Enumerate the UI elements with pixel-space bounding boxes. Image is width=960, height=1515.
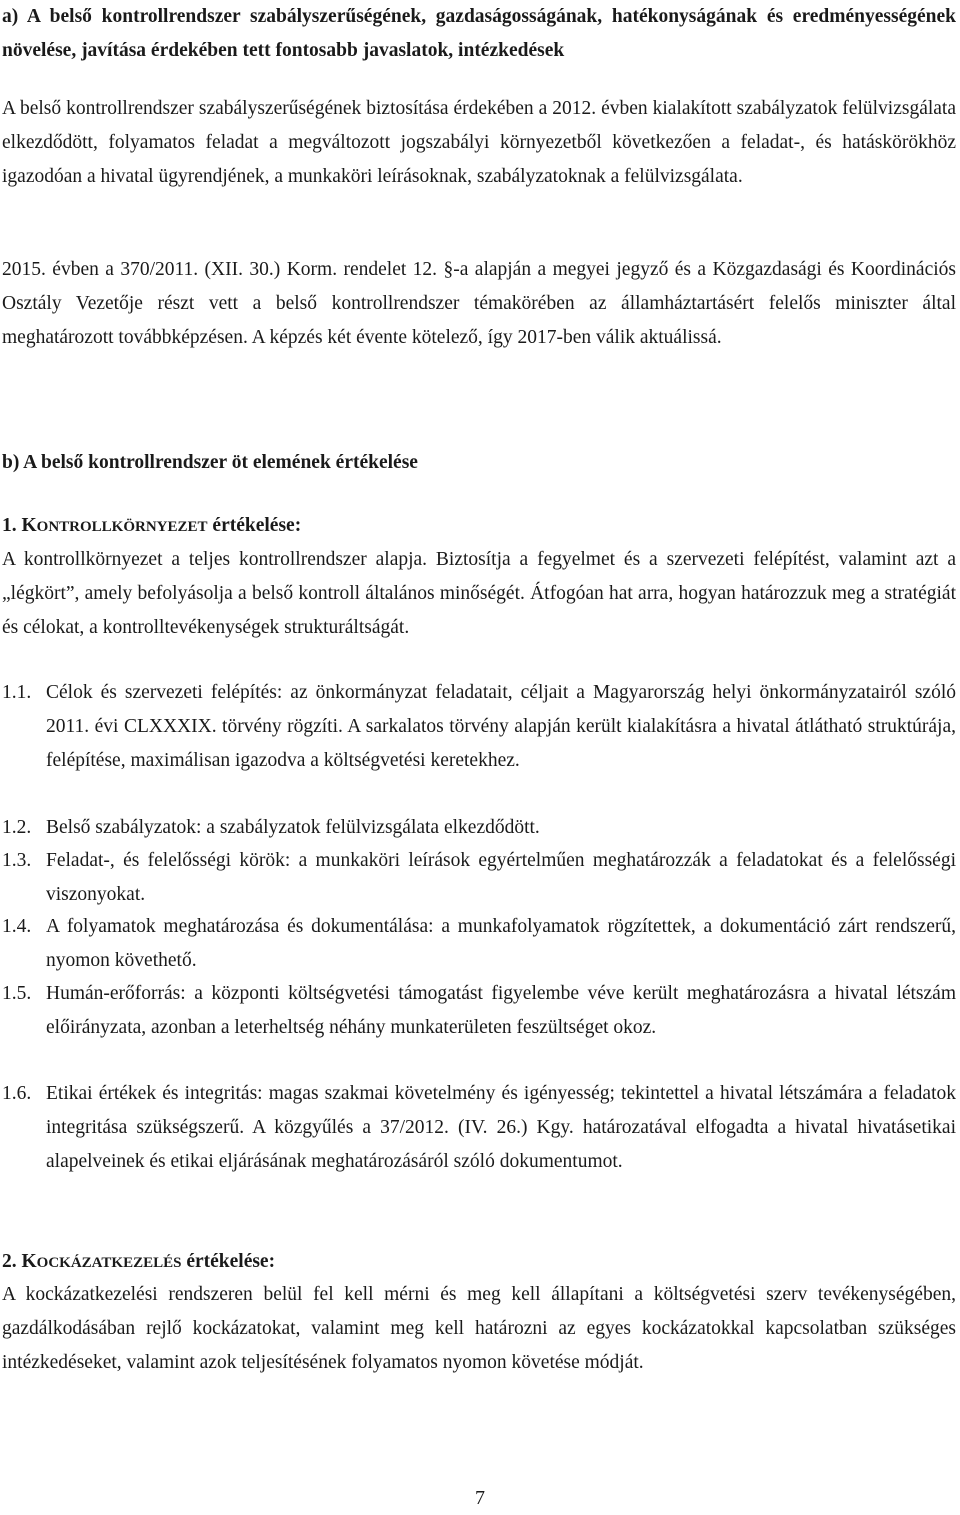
- section-1-title-small: ONTROLLKÖRNYEZET: [36, 519, 208, 535]
- list-item-1-3: [2, 844, 956, 912]
- section-1-paragraph: A kontrollkörnyezet a teljes kontrollrendszer alapja. Biztosítja a fegyelmet és a szervezeti felépítést, valamint azt a „légkört”, amely befolyásolja a belső kontroll általános minőségét. Átfogóan hat arra, hogyan határozzuk meg a stratégiát és célokat, a kontrolltevékenységek strukturáltságát.: [2, 549, 956, 638]
- section-a-paragraph-2: 2015. évben a 370/2011. (XII. 30.) Korm. rendelet 12. §-a alapján a megyei jegyző és a Közgazdasági és Koordinációs Osztály Vezetője részt vett a belső kontrollrendszer témakörében az államháztartásért felelős miniszter által meghatározott továbbképzésen. A képzés két évente kötelező, így 2017-ben válik aktuálissá.: [2, 259, 956, 348]
- list-item-1-2: [2, 811, 956, 845]
- section-a-heading: a) A belső kontrollrendszer szabályszerűségének, gazdaságosságának, hatékonyságának és eredményességének növelése, javítása érdekében tett fontosabb javaslatok, intézkedések: [2, 6, 956, 61]
- list-item-1-6: [2, 1077, 956, 1179]
- list-item-1-1: [2, 676, 956, 778]
- section-2-title-small: OCKÁZATKEZELÉS: [36, 1255, 182, 1271]
- list-item-text: Belső szabályzatok: a szabályzatok felülvizsgálata elkezdődött.: [46, 817, 540, 838]
- section-a-paragraph-1: A belső kontrollrendszer szabályszerűségének biztosítása érdekében a 2012. évben kialakított szabályzatok felülvizsgálata elkezdődött, folyamatos feladat a megváltozott jogszabályi környezetből következően a feladat-, és hatáskörökhöz igazodóan a hivatal ügyrendjének, a munkaköri leírásoknak, szabályzatoknak a felülvizsgálata.: [2, 98, 956, 187]
- section-1-number: 1.: [2, 515, 17, 536]
- list-item-1-5: [2, 977, 956, 1045]
- page-number: 7: [475, 1487, 485, 1509]
- section-2-heading: [2, 1245, 956, 1280]
- list-item-number: 1.1.: [2, 682, 32, 703]
- section-1-heading: [2, 509, 956, 544]
- list-item-number: 1.6.: [2, 1083, 32, 1104]
- list-item-number: 1.3.: [2, 850, 32, 871]
- section-2-paragraph: A kockázatkezelési rendszeren belül fel kell mérni és meg kell állapítani a költségvetési szerv tevékenységében, gazdálkodásában rejlő kockázatokat, valamint meg kell határozni az egyes kockázatokkal kapcsolatban szükséges intézkedéseket, valamint azok teljesítésének folyamatos nyomon követése módját.: [2, 1284, 956, 1373]
- section-2-title-rest: értékelése:: [186, 1251, 276, 1272]
- list-item-text: Humán-erőforrás: a központi költségvetési támogatást figyelembe véve került meghatározásra a hivatal létszám előirányzata, azonban a leterheltség néhány munkaterületen feszültséget okoz.: [46, 983, 956, 1038]
- list-item-text: Etikai értékek és integritás: magas szakmai követelmény és igényesség; tekintettel a hivatal létszámára a feladatok integritása szükségszerű. A közgyűlés a 37/2012. (IV. 26.) Kgy. határozatával elfogadta a hivatal hivatásetikai alapelveinek és etikai eljárásának meghatározásáról szóló dokumentumot.: [46, 1083, 956, 1172]
- list-item-text: Célok és szervezeti felépítés: az önkormányzat feladatait, céljait a Magyarország helyi önkormányzatairól szóló 2011. évi CLXXXIX. törvény rögzíti. A sarkalatos törvény alapján került kialakításra a hivatal átlátható struktúrája, felépítése, maximálisan igazodva a költségvetési keretekhez.: [46, 682, 956, 771]
- section-1-title-rest: értékelése:: [212, 515, 302, 536]
- list-item-1-4: [2, 910, 956, 978]
- section-b-heading: b) A belső kontrollrendszer öt elemének értékelése: [2, 452, 418, 473]
- list-item-number: 1.4.: [2, 916, 32, 937]
- list-item-number: 1.5.: [2, 983, 32, 1004]
- section-1-title-cap: K: [21, 515, 37, 536]
- list-item-number: 1.2.: [2, 817, 32, 838]
- list-item-text: A folyamatok meghatározása és dokumentálása: a munkafolyamatok rögzítettek, a dokumentáció zárt rendszerű, nyomon követhető.: [46, 916, 956, 971]
- list-item-text: Feladat-, és felelősségi körök: a munkaköri leírások egyértelműen meghatározzák a feladatokat és a felelősségi viszonyokat.: [46, 850, 956, 905]
- section-2-title-cap: K: [21, 1251, 37, 1272]
- section-2-number: 2.: [2, 1251, 17, 1272]
